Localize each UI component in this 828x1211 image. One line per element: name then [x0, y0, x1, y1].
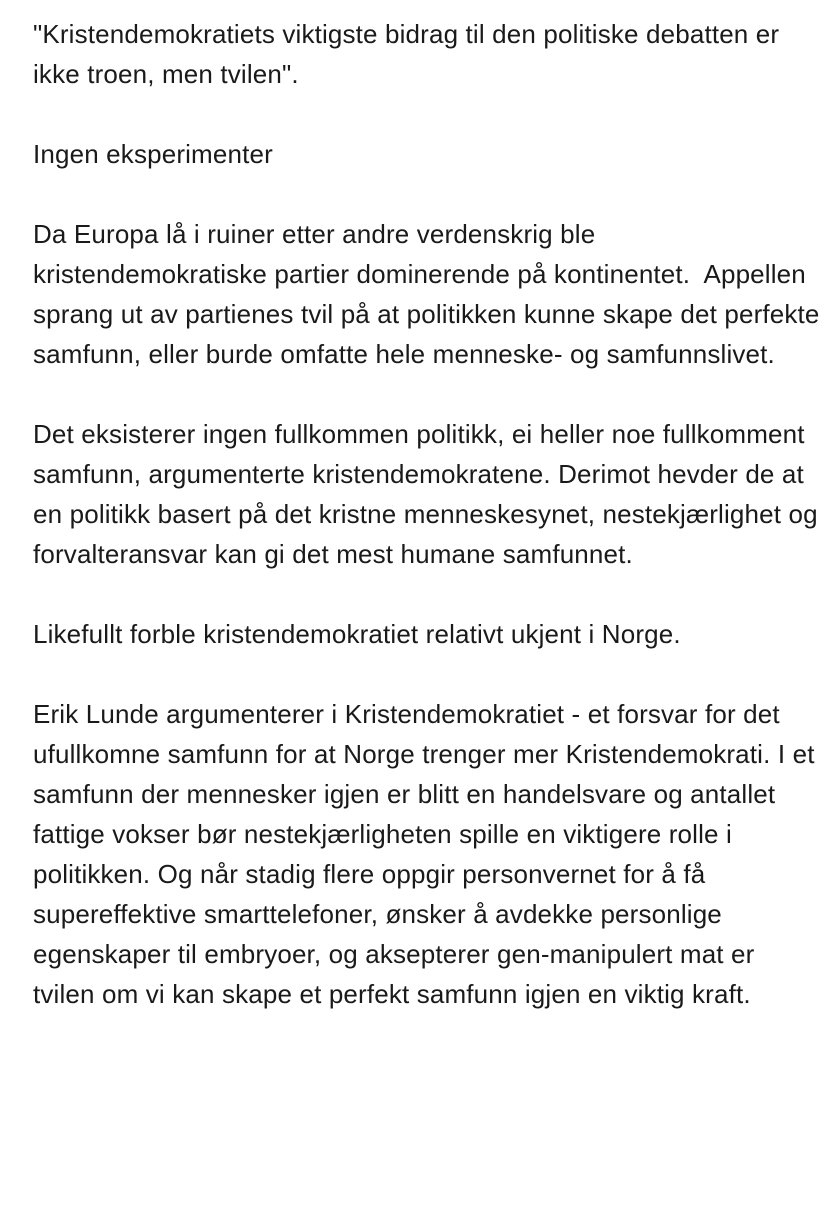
quote-paragraph: "Kristendemokratiets viktigste bidrag til den politiske debatten er ikke troen, men tvilen". [33, 19, 787, 89]
body-paragraph: Erik Lunde argumenterer i Kristendemokratiet - et forsvar for det ufullkomne samfunn for at Norge trenger mer Kristendemokrati. I et samfunn der mennesker igjen er blitt en handelsvare og antallet fattige vokser bør nestekjærligheten spille en viktigere rolle i politikken. Og når stadig flere oppgir personvernet for å få supereffektive smarttelefoner, ønsker å avdekke personlige egenskaper til embryoer, og aksepterer gen-manipulert mat er tvilen om vi kan skape et perfekt samfunn igjen en viktig kraft. [33, 699, 822, 1009]
body-paragraph: Det eksisterer ingen fullkommen politikk, ei heller noe fullkomment samfunn, argumenterte kristendemokratene. Derimot hevder de at en politikk basert på det kristne menneskesynet, nestekjærlighet og forvalteransvar kan gi det mest humane samfunnet. [33, 419, 826, 569]
body-paragraph: Likefullt forble kristendemokratiet relativt ukjent i Norge. [33, 619, 681, 649]
article-body [33, 14, 827, 1014]
body-paragraph: Da Europa lå i ruiner etter andre verdenskrig ble kristendemokratiske partier dominerende på kontinentet. Appellen sprang ut av partienes tvil på at politikken kunne skape det perfekte samfunn, eller burde omfatte hele menneske- og samfunnslivet. [33, 219, 827, 369]
section-heading: Ingen eksperimenter [33, 139, 273, 169]
